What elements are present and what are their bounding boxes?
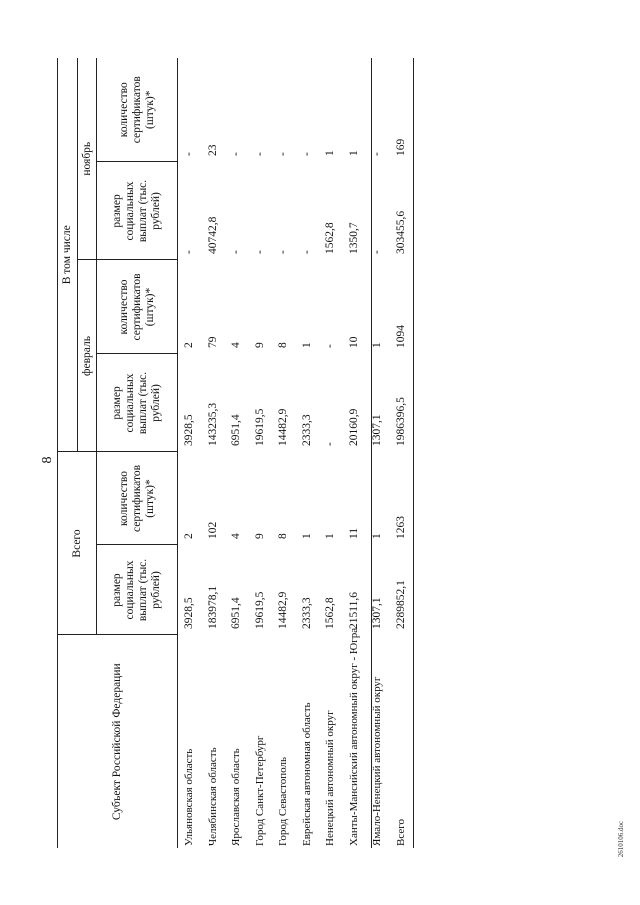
table-row (296, 58, 320, 848)
table-row (343, 58, 367, 848)
total-certificate-count: 2 (183, 533, 196, 539)
header-subject: Субъект Российской Федерации (58, 635, 178, 848)
region-name: Ярославская область (230, 748, 243, 846)
february-payment-sum: 3928,5 (183, 414, 196, 446)
november-certificate-count: 1 (347, 150, 360, 156)
header-total-certificates: количество сертификатов (штук)* (97, 452, 178, 545)
page-number: 8 (40, 456, 55, 464)
total-certificate-count: 102 (206, 521, 219, 539)
february-payment-sum: 1986396,5 (390, 354, 414, 452)
footer-doc-code: 2610106.doc (617, 820, 625, 858)
total-certificate-count: 8 (277, 533, 290, 539)
region-name: Челябинская область (206, 747, 219, 846)
region-name: Еврейская автономная область (300, 702, 313, 846)
table-header (58, 58, 178, 848)
region-name: Ненецкий автономный округ (324, 710, 337, 846)
november-certificate-count: - (371, 152, 384, 156)
total-payment-sum: 6951,4 (230, 597, 243, 629)
total-certificate-count: 1263 (390, 452, 414, 545)
november-certificate-count: - (300, 152, 313, 156)
november-payment-sum: - (183, 250, 196, 254)
region-name: Город Севастополь (277, 757, 290, 846)
total-payment-sum: 19619,5 (253, 591, 266, 629)
header-in-that-number: В том числе (58, 58, 78, 452)
november-payment-sum: 1562,8 (324, 222, 337, 254)
february-payment-sum: 2333,3 (300, 414, 313, 446)
total-certificate-count: 9 (253, 533, 266, 539)
table-row (366, 58, 390, 848)
november-certificate-count: 169 (390, 58, 414, 162)
february-certificate-count: 8 (277, 342, 290, 348)
november-payment-sum: 1350,7 (347, 222, 360, 254)
february-certificate-count: 1094 (390, 260, 414, 354)
header-feb-certificates: количество сертификатов (штук)* (97, 260, 178, 354)
february-certificate-count: 9 (253, 342, 266, 348)
region-name: Ханты-Мансийский автономный округ - Югра (347, 627, 360, 846)
november-certificate-count: - (183, 152, 196, 156)
total-payment-sum: 2289852,1 (390, 545, 414, 635)
november-payment-sum: - (300, 250, 313, 254)
february-payment-sum: 14482,9 (277, 408, 290, 446)
february-payment-sum: 20160,9 (347, 408, 360, 446)
header-november: ноябрь (78, 58, 97, 260)
table-row (390, 58, 414, 848)
november-payment-sum: - (371, 250, 384, 254)
total-certificate-count: 1 (371, 533, 384, 539)
february-certificate-count: 4 (230, 342, 243, 348)
table-row (249, 58, 273, 848)
total-payment-sum: 3928,5 (183, 597, 196, 629)
table-row (202, 58, 226, 848)
region-name: Ямало-Ненецкий автономный округ (371, 676, 384, 846)
total-certificate-count: 11 (347, 527, 360, 539)
february-payment-sum: 143235,3 (206, 402, 219, 446)
february-certificate-count: 1 (371, 342, 384, 348)
total-payment-sum: 14482,9 (277, 591, 290, 629)
november-certificate-count: - (277, 152, 290, 156)
total-certificate-count: 1 (300, 533, 313, 539)
total-certificate-count: 1 (324, 533, 337, 539)
total-payment-sum: 1307,1 (371, 597, 384, 629)
table-row (319, 58, 343, 848)
november-payment-sum: - (277, 250, 290, 254)
header-february: февраль (78, 260, 97, 452)
february-payment-sum: 1307,1 (371, 414, 384, 446)
november-payment-sum: - (253, 250, 266, 254)
region-name: Город Санкт-Петербург (253, 735, 266, 846)
november-certificate-count: 23 (206, 144, 219, 156)
table-row (178, 58, 202, 848)
header-feb-payments: размер социальных выплат (тыс. рублей) (97, 354, 178, 452)
header-total: Всего (58, 452, 97, 635)
total-certificate-count: 4 (230, 533, 243, 539)
february-certificate-count: 1 (300, 342, 313, 348)
total-payment-sum: 183978,1 (206, 585, 219, 629)
header-nov-certificates: количество сертификатов (штук)* (97, 58, 178, 162)
november-certificate-count: - (230, 152, 243, 156)
social-payments-table (57, 58, 414, 848)
region-name: Всего (390, 635, 414, 848)
table-row (272, 58, 296, 848)
february-certificate-count: - (324, 344, 337, 348)
data-table-rotated (57, 58, 407, 848)
november-payment-sum: 40742,8 (206, 216, 219, 254)
february-certificate-count: 10 (347, 336, 360, 348)
total-payment-sum: 2333,3 (300, 597, 313, 629)
table-body (178, 58, 414, 848)
november-payment-sum: 303455,6 (390, 162, 414, 260)
table-row (225, 58, 249, 848)
february-certificate-count: 2 (183, 342, 196, 348)
header-total-payments: размер социальных выплат (тыс. рублей) (97, 545, 178, 635)
february-payment-sum: 19619,5 (253, 408, 266, 446)
header-nov-payments: размер социальных выплат (тыс. рублей) (97, 162, 178, 260)
february-payment-sum: 6951,4 (230, 414, 243, 446)
november-payment-sum: - (230, 250, 243, 254)
february-payment-sum: - (324, 442, 337, 446)
region-name: Ульяновская область (183, 748, 196, 846)
february-certificate-count: 79 (206, 336, 219, 348)
total-payment-sum: 1562,8 (324, 597, 337, 629)
november-certificate-count: - (253, 152, 266, 156)
november-certificate-count: 1 (324, 150, 337, 156)
total-payment-sum: 21511,6 (347, 592, 360, 629)
